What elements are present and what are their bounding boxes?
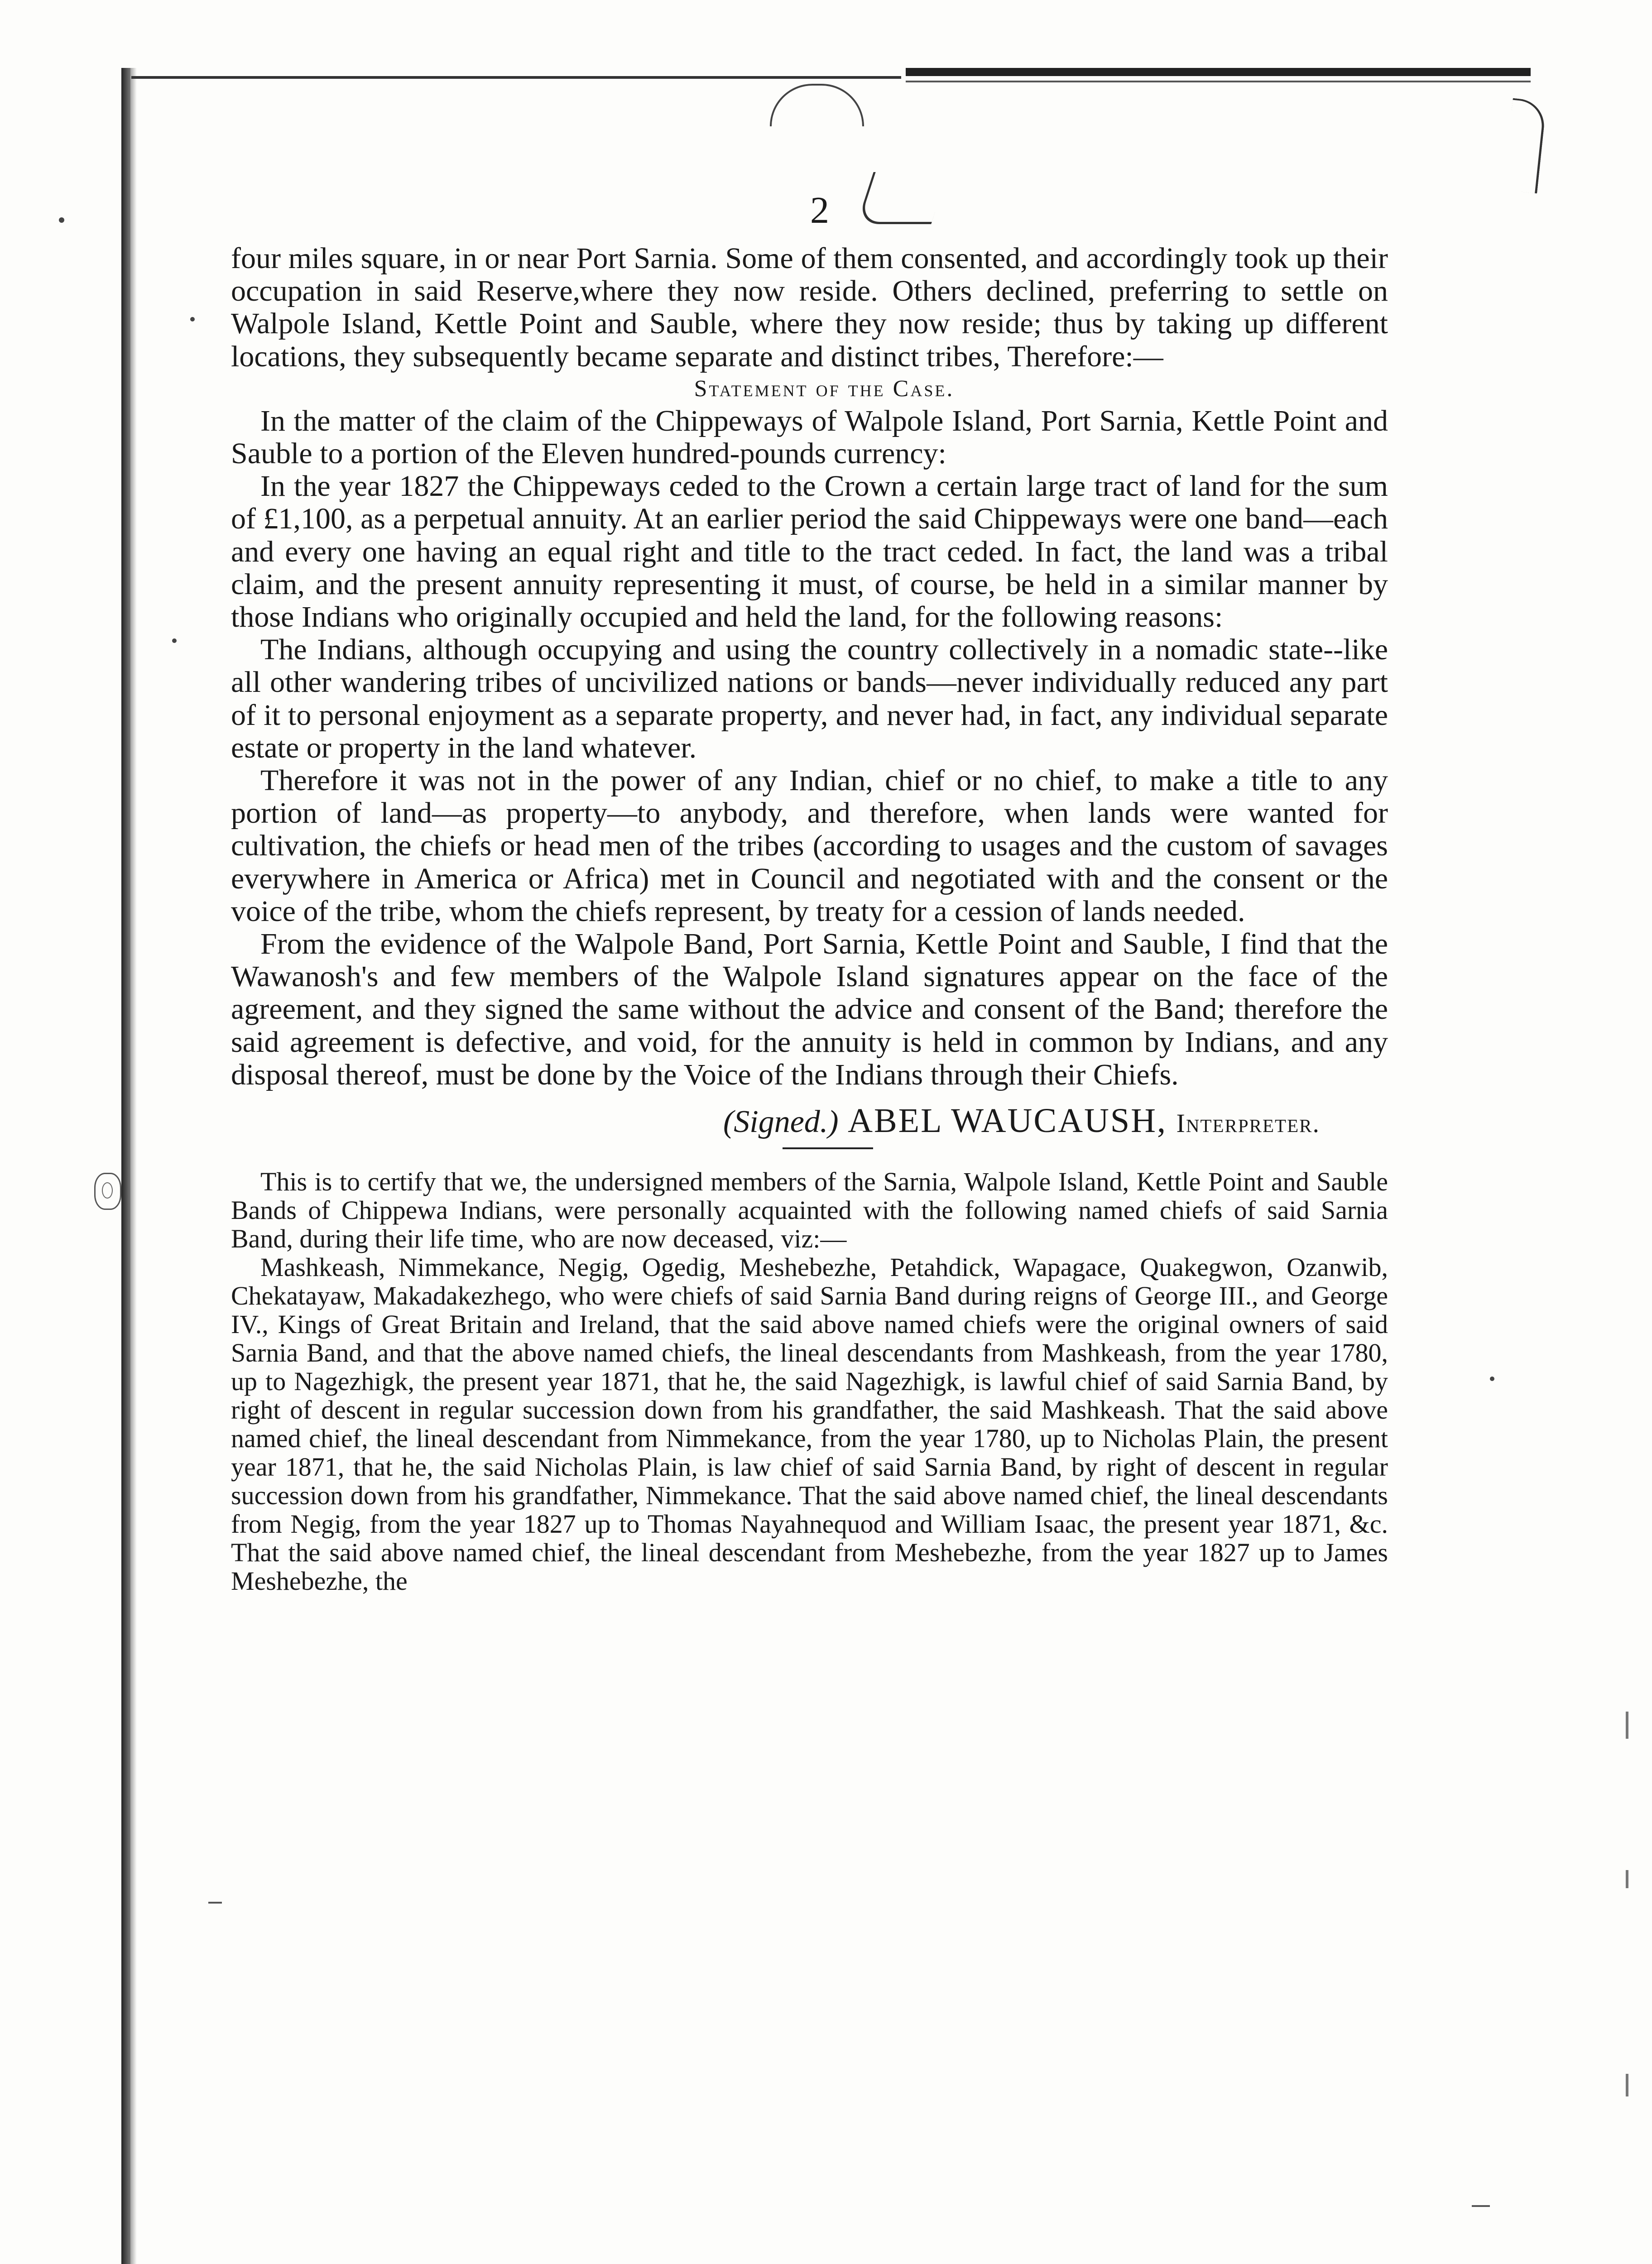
top-rule-right bbox=[906, 68, 1531, 76]
paragraph: Therefore it was not in the power of any Indian, chief or no chief, to make a title to any portion of land—as property—to anybody, and therefore, when lands were wanted for cultivation, the chiefs or head men of the tribes (according to usages and the custom of savages everywhere in America or Africa) met in Council and negotiated with and the consent or the voice of the tribe, whom the chiefs represent, by treaty for a cession of lands needed. bbox=[231, 764, 1388, 928]
margin-dash bbox=[208, 1902, 222, 1904]
margin-dot bbox=[1490, 1377, 1494, 1381]
top-ink-loop bbox=[770, 84, 864, 126]
margin-dash bbox=[1472, 2205, 1490, 2207]
paragraph: In the matter of the claim of the Chippeways of Walpole Island, Port Sarnia, Kettle Point and Sauble to a portion of the Eleven hundred-pounds currency: bbox=[231, 404, 1388, 470]
edge-tick bbox=[1626, 1712, 1628, 1739]
paragraph: From the evidence of the Walpole Band, Port Sarnia, Kettle Point and Sauble, I find that the Wawanosh's and few members of the Walpole Island signatures appear on the face of the agreement, and they signed the same without the advice and consent of the Band; therefore the said agreement is defective, and void, for the annuity is held in common by Indians, and any disposal thereof, must be done by the Voice of the Indians through their Chiefs. bbox=[231, 927, 1388, 1091]
binding-shadow bbox=[130, 68, 137, 2264]
paragraph: four miles square, in or near Port Sarnia. Some of them consented, and accordingly took up their occupation in said Reserve,where they now reside. Others declined, preferring to settle on Walpole Island, Kettle Point and Sauble, where they now reside; thus by taking up different locations, they subsequently became separate and distinct tribes, Therefore:— bbox=[231, 242, 1388, 373]
edge-tick bbox=[1626, 1870, 1628, 1888]
edge-tick bbox=[1626, 2074, 1628, 2096]
certification-text bbox=[231, 1167, 1388, 1595]
check-mark-scrawl bbox=[856, 172, 948, 224]
margin-stamp-icon bbox=[94, 1173, 121, 1210]
page-number: 2 bbox=[810, 189, 829, 231]
paragraph: This is to certify that we, the undersigned members of the Sarnia, Walpole Island, Kettle Point and Sauble Bands of Chippewa Indians, were personally acquainted with the following named chiefs of said Sarnia Band, during their life time, who are now deceased, viz:— bbox=[231, 1167, 1388, 1254]
signatory-name: ABEL WAUCAUSH, bbox=[848, 1102, 1167, 1140]
paragraph: The Indians, although occupying and using the country collectively in a nomadic state--like all other wandering tribes of uncivilized nations or bands—never individually reduced any part of it to personal enjoyment as a separate property, and never had, in fact, any individual separate estate or property in the land whatever. bbox=[231, 633, 1388, 764]
section-heading: Statement of the Case. bbox=[694, 375, 955, 402]
section-divider bbox=[783, 1147, 873, 1149]
binding-edge bbox=[121, 68, 130, 2264]
top-rule-left bbox=[131, 76, 901, 79]
margin-dot bbox=[190, 317, 195, 321]
margin-dot bbox=[172, 638, 177, 643]
top-right-scrawl bbox=[1503, 98, 1547, 194]
body-text bbox=[231, 242, 1388, 1595]
paragraph: Mashkeash, Nimmekance, Negig, Ogedig, Meshebezhe, Petahdick, Wapagace, Quakegwon, Ozanwib, Chekatayaw, Makadakezhego, who were chiefs of said Sarnia Band during reigns of George III., and George IV., Kings of Great Britain and Ireland, that the said above named chiefs were the original owners of said Sarnia Band, and that the above named chiefs, the lineal descendants from Mashkeash, from the year 1780, up to Nagezhigk, the present year 1871, that he, the said Nagezhigk, is lawful chief of said Sarnia Band, by right of descent in regular succession down from his grandfather, the said Mashkeash. That the said above named chief, the lineal descendant from Nimmekance, from the year 1780, up to Nicholas Plain, the present year 1871, that he, the said Nicholas Plain, is law chief of said Sarnia Band, by right of descent in regular succession down from his grandfather, Nimmekance. That the said above named chief, the lineal descendants from Negig, from the year 1827 up to Thomas Nayahnequod and William Isaac, the present year 1871, &c. That the said above named chief, the lineal descendant from Meshebezhe, from the year 1827 up to James Meshebezhe, the bbox=[231, 1252, 1388, 1596]
paragraph: In the year 1827 the Chippeways ceded to the Crown a certain large tract of land for the sum of £1,100, as a perpetual annuity. At an earlier period the said Chippeways were one band—each and every one having an equal right and title to the tract ceded. In fact, the land was a tribal claim, and the present annuity representing it must, of course, be held in a similar manner by those Indians who originally occupied and held the land, for the following reasons: bbox=[231, 470, 1388, 634]
signature-line bbox=[231, 1100, 1388, 1144]
signatory-title: Interpreter. bbox=[1176, 1108, 1320, 1138]
margin-dot bbox=[59, 217, 64, 223]
signed-label: (Signed.) bbox=[723, 1104, 839, 1140]
top-rule-right-thin bbox=[906, 81, 1531, 82]
